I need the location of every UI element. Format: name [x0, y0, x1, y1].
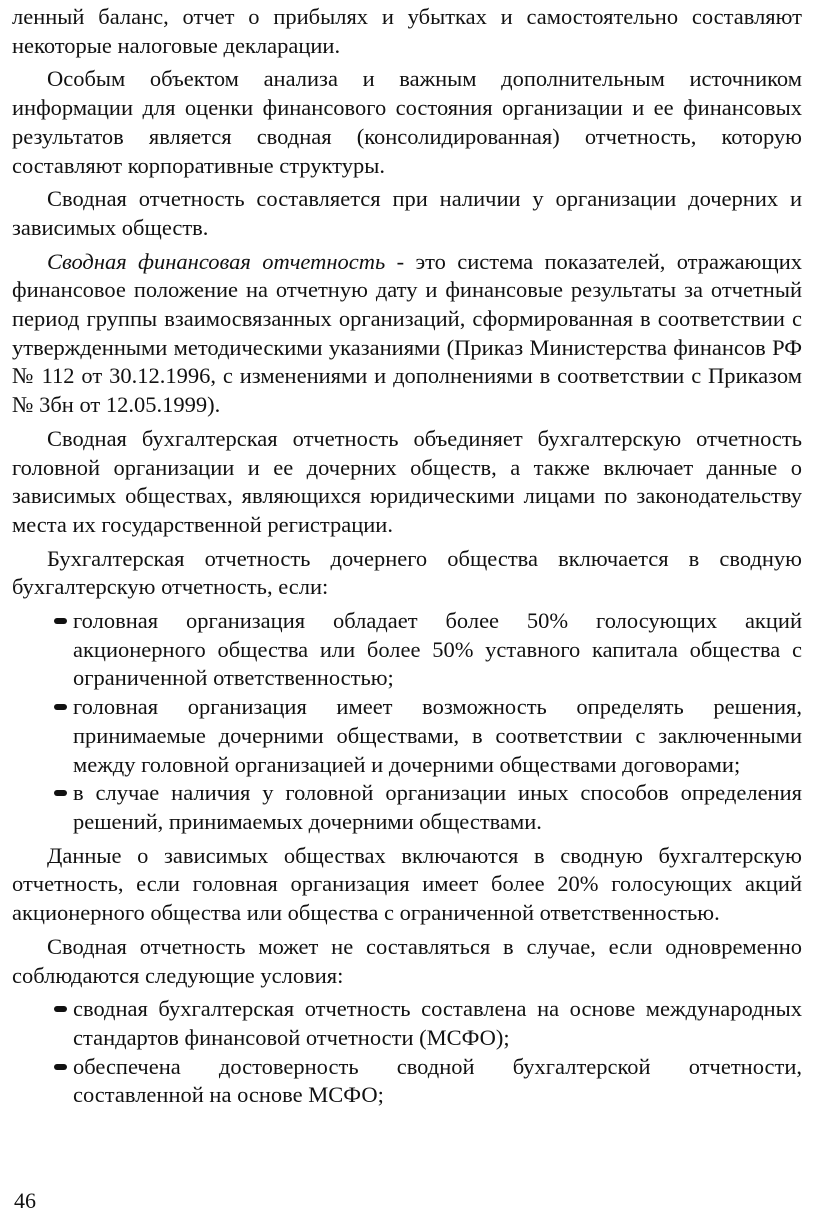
- paragraph-dependent-companies: Данные о зависимых обществах включаются в сводную бухгалтерскую отчетность, если головная организация имеет более 20% голосующих акций акционерного общества или общества с ограниченной ответственностью.: [12, 842, 802, 926]
- list-item: головная организация имеет возможность определять решения, принимаемые дочерними обществами, в соответствии с заключенными между головной организацией и дочерними обществами договорами;: [12, 693, 802, 779]
- list-item: сводная бухгалтерская отчетность составлена на основе международных стандартов финансовой отчетности (МСФО);: [12, 995, 802, 1052]
- list-item: в случае наличия у головной организации иных способов определения решений, принимаемых дочерними обществами.: [12, 779, 802, 836]
- page-number: 46: [14, 1188, 36, 1213]
- paragraph-subsidiaries: Сводная отчетность составляется при наличии у организации дочерних и зависимых обществ.: [12, 186, 802, 240]
- bullet-icon: [54, 704, 67, 710]
- paragraph-definition: [12, 248, 802, 420]
- list-item: обеспечена достоверность сводной бухгалтерской отчетности, составленной на основе МСФО;: [12, 1053, 802, 1110]
- definition-text: - это система показателей, отражающих финансовое положение на отчетную дату и финансовые результаты за отчетный период группы взаимосвязанных организаций, сформированная в соответствии с утвержденными методическими указаниями (Приказ Министерства финансов РФ № 112 от 30.12.1996, с изменениями и дополнениями в соответствии с Приказом № 3бн от 12.05.1999).: [12, 248, 802, 418]
- inclusion-conditions-list: [12, 607, 802, 837]
- document-page: [12, 3, 802, 1115]
- exemption-conditions-list: [12, 995, 802, 1110]
- bullet-icon: [54, 1006, 67, 1012]
- definition-term: Сводная финансовая отчетность: [47, 248, 386, 274]
- bullet-icon: [54, 618, 67, 624]
- bullet-icon: [54, 790, 67, 796]
- paragraph-consolidated-intro: Особым объектом анализа и важным дополнительным источником информации для оценки финансового состояния организации и ее финансовых результатов является сводная (консолидированная) отчетность, которую составляют корпоративные структуры.: [12, 66, 802, 178]
- paragraph-inclusion-conditions: Бухгалтерская отчетность дочернего общества включается в сводную бухгалтерскую отчетность, если:: [12, 545, 802, 600]
- paragraph-continuation: ленный баланс, отчет о прибылях и убытках и самостоятельно составляют некоторые налоговые декларации.: [12, 4, 802, 58]
- list-item: головная организация обладает более 50% голосующих акций акционерного общества или более 50% уставного капитала общества с ограниченной ответственностью;: [12, 607, 802, 693]
- paragraph-unification: Сводная бухгалтерская отчетность объединяет бухгалтерскую отчетность головной организации и ее дочерних обществ, а также включает данные о зависимых обществах, являющихся юридическими лицами по законодательству места их государственной регистрации.: [12, 425, 802, 537]
- bullet-icon: [54, 1064, 67, 1070]
- paragraph-exemption: Сводная отчетность может не составляться в случае, если одновременно соблюдаются следующие условия:: [12, 933, 802, 988]
